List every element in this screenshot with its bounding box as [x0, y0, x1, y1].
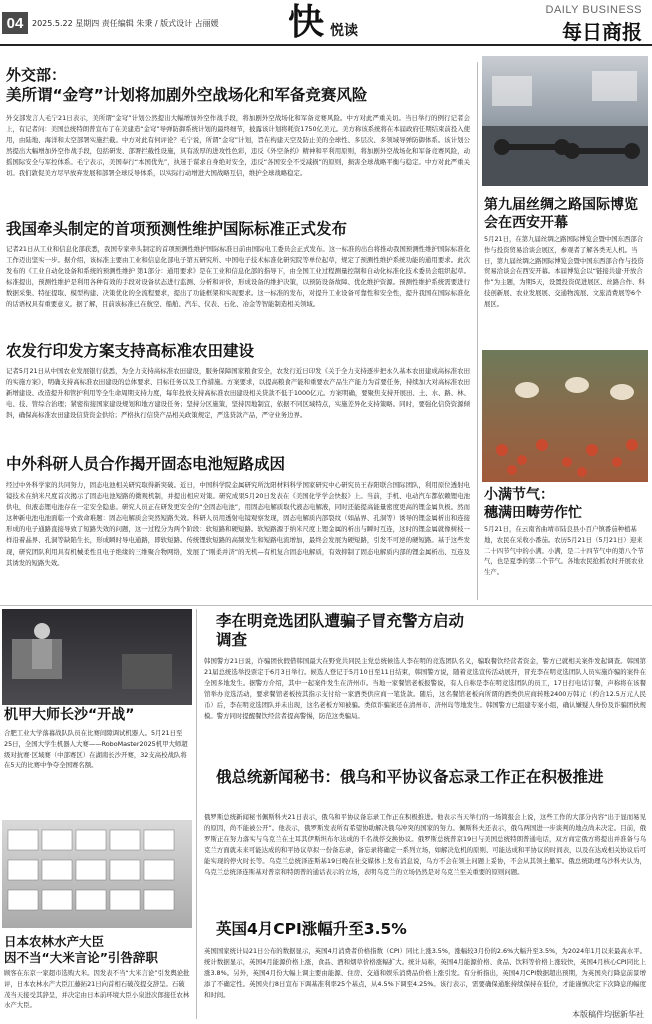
- header-rule: [0, 44, 652, 46]
- side-1-body: 5月21日，在第九届丝绸之路国际博览会暨中国东西部合作与投资贸易洽谈会展区，参观者了解各类无人机。当日，第九届丝绸之路国际博览会暨中国东西部合作与投资贸易洽谈会在西安开幕。本届博览会以“链接共建·开放合作”为主题，为期5天，设置投资促进展区、丝路合作、科技创新展、农业发展展、交通物流展、文旅消费展等6个展区。: [484, 235, 645, 308]
- column-divider: [477, 62, 478, 600]
- article-3-title: 农发行印发方案支持高标准农田建设: [6, 342, 255, 360]
- footer-credit: 本版稿件均据新华社: [572, 1010, 644, 1019]
- supermarket-shelf-illustration: [2, 820, 192, 928]
- article-6-title: 俄总统新闻秘书：俄乌和平协议备忘录工作正在积极推进: [216, 768, 604, 786]
- page-number: 04: [2, 12, 28, 34]
- article-7-title: 英国4月CPI涨幅升至3.5%: [216, 920, 407, 938]
- drone-illustration: [482, 56, 648, 186]
- section-logo-yuedu: 悦读: [330, 23, 358, 39]
- side-3-body: 合肥工业大学落幕战队队员在比赛间隙调试机器人。5月21日至25日，全国大学生机器人大赛——RoboMaster2025机甲大师超级对抗赛·区域赛（中部赛区）在湖南长沙开赛，32支高校战队将在5天的比赛中争夺全国赛名额。: [4, 729, 188, 770]
- article-4-body: 经过中外科学家的共同努力，固态电池相关研究取得新突破。近日，中国科学院金属研究所沈阳材料科学国家研究中心研究员王春阳联合国际团队，利用原位透射电镜技术在纳米尺度首次揭示了固态电池短路的微观机制，并提出相应对策。研究成果5月20日发表在《美国化学学会快报》上。当前，手机、电动汽车都依赖锂电池供电，但液态锂电池存在一定安全隐患。研究人员正在研发更安全的“全固态电池”，用固态电解质取代液态电解液，同时还能提高能量密度更高的锂金属负极。然而这种新电池电池面临一个致命难题：固态电解质会突然短路失效。科研人员用透射电镜观察发现，固态电解质内部裂纹（如晶界、孔洞等）诱导的锂金属析出和连接形成的电子通路直接导致了短路失效的问题，这一过程分为两个阶段：软短路和硬短路。软短路源于纳米尺度上锂金属的析出与瞬时互连，这时的锂金属就像树枝一样沿着晶界、孔洞等缺陷生长，形成瞬时导电通路，即软短路。传统锂软短路的高频发生和短路电流增加，最终会发展为硬短路，引发不可逆的硬短路。基于这些发现，研究团队利用具有机械柔性且电子绝缘的三维聚合物网络，发展了“刚柔并济”的无机—有机复合固态电解质，有效抑制了固态电解质内部的锂金属析出、互连及其诱发的短路失效。: [6, 481, 470, 567]
- section-logo-kuai: 快: [288, 1, 325, 43]
- side-2-body: 5月21日，在云南省曲靖市陆良县小百户镇番茄种植基地，农民在采收小番茄。农历5月21日（5月21日）迎来二十四节气中的小满。小满，是二十四节气中的第八个节气，也是夏季的第二个节气。各地农民抢抓农时开展农业生产。: [484, 525, 644, 577]
- article-4-title: 中外科研人员合作揭开固态电池短路成因: [6, 455, 286, 473]
- photo-rice-supermarket: [2, 820, 192, 928]
- article-2-title: 我国牵头制定的首项预测性维护国际标准正式发布: [6, 220, 348, 238]
- issue-meta: 2025.5.22 星期四 责任编辑 朱秉 / 版式设计 占丽媛: [32, 19, 219, 28]
- side-4-body: 顾客在东京一家超市选购大米。因发表不当“大米言论”引发舆论批评，日本农林水产大臣江藤拓21日向首相石破茂提交辞呈。石破茂当天接受其辞呈，并决定由日本前环境大臣小泉进次郎接任农林水产大臣。: [4, 969, 190, 1010]
- photo-silk-road-expo: [482, 56, 648, 186]
- side-4-title: 日本农林水产大臣 因不当“大米言论”引咎辞职: [4, 934, 158, 966]
- tomato-field-illustration: [482, 350, 648, 482]
- brand-english: DAILY BUSINESS: [545, 4, 642, 16]
- photo-xiaoman-harvest: [482, 350, 648, 482]
- article-1-title: 美所谓“金穹”计划将加剧外空战场化和军备竞赛风险: [6, 86, 368, 104]
- article-3-body: 记者5月21日从中国农业发展银行获悉，为全力支持高标准农田建设，服务保障国家粮食安全，农发行近日印发《关于全力支持逐步把永久基本农田建成高标准农田的实施方案》，明确支持高标准农田建设的总体要求、目标任务以及工作措施。方案要求，以提高粮食产能和重要农产品生产能力为首要任务，持续加大对高标准农田新增建设、改造提升和管护利用等全生命周期支持力度，每年投放支持高标准农田建设相关贷款不低于1000亿元。方案明确，要聚焦支持开展田、土、水、路、林、电、技、管综合治理；紧密衔接国家建设规划和地方建设任务；坚持分区施策，坚持因地制宜，依据不同区域特点，实施差异化支持策略。同时，要强化信贷资源倾斜，确保高标准农田建设信贷资金供给；严格执行信贷产品相关政策规定，严选贷款产品，严守业务边界。: [6, 367, 470, 420]
- side-3-title: 机甲大师长沙“开战”: [4, 707, 135, 723]
- brand-chinese: 每日商报: [562, 20, 642, 44]
- article-1-kicker: 外交部：: [6, 66, 67, 84]
- side-2-title: 小满节气： 穗满田畴劳作忙: [484, 487, 582, 522]
- article-5-title: 李在明竞选团队遭骗子冒充警方启动调查: [216, 612, 465, 650]
- article-5-body: 韩国警方21日说，诈骗团伙假借韩国最大在野党共同民主党总统候选人李在明的竞选团队名义，骗取餐饮经营者资金，警方已就相关案件发起调查。韩国第21届总统选举投票定于6月3日举行。候选人登记于5月10日至11日结束，韩国警方说，随着竞选宣传活动展开，冒充李在明竞选团队人员实施诈骗的案件在全国多地发生。据警方介绍，其中一起案件发生在济州市。当地一家餐馆老板报警说，有人自称是李在明竞选团队的员工，17日打电话订餐，声称将在该餐馆举办竞选活动，要求餐馆老板按其指示支付给一家酒类供应商一笔货款。随后，这名餐馆老板向所谓的酒类供应商转账2400万韩元（约合12.5万元人民币）后，李在明竞选团队并未出现，这名老板方知被骗。类似诈骗案还在清州市、济州岛等地发生。韩国警方已组建专案小组，确认嫌疑人身份及诈骗团伙规模。警方同时提醒餐饮经营者提高警惕，防范这类骗局。: [204, 657, 646, 721]
- robot-arena-illustration: [2, 609, 192, 705]
- side-1-title: 第九届丝绸之路国际博览会在西安开幕: [484, 197, 638, 232]
- article-2-body: 记者21日从工业和信息化部获悉，我国专家牵头制定的首项预测性维护国际标准日前由国际电工委员会正式发布。这一标准的出台将推动我国预测性维护国际标准化工作迈出坚实一步。据介绍，该标准主要由工业和信息化部电子第五研究所、中国电子技术标准化研究院等单位起草，规定了预测性维护系统功能的通用要求。此次发布的《工业自动化设备和系统的预测性维护 第1部分：通用要求》是在工业和信息化部的指导下，由全国工业过程测量控制和自动化标准化技术委员会组织起草。标准提出，预测性维护是利用各种有效的手段对设备状态进行监测、分析和评价，形成设备的维护决策，以预防设备故障、优化维护资源。预测性维护系统需要进行数据采集、特征提取、模型构建、决策优化的全流程要求，提出了功能框架和实现要求。这一标准的发布，对提升工业设备可靠性和安全性，提升我国在国际标准化的话语权具有重要意义。据了解，目前该标准已在航空、船舶、汽车、仪表、石化、冶金等智能制造相关领域。: [6, 245, 470, 309]
- article-6-body: 俄罗斯总统新闻秘书佩斯科夫21日表示，俄乌和平协议备忘录工作正在积极推进。他表示当天举行的一场简报会上说，这些工作的大部分内容“出于显而易见的原因，尚不能被公开”。他表示，俄罗斯发表所有希望协助解决俄乌冲突的国家的努力。佩斯科夫还表示，俄乌两国进一步谈判的地点尚未决定。目前，俄罗斯正在努力落实与乌克兰在土耳其伊斯坦布尔达成的千名战俘交换协议。俄罗斯总统普京19日与美国总统特朗普通电话，双方商定俄方将提出并准备与乌克兰方面就未来可能达成的和平协议草拟一份备忘录，备忘录将确定一系列立场，如解决危机的原则、可能达成和平协议的时间表，以及在达成相关协议后可能实现的停火时长等。乌克兰总统泽连斯基19日晚在社交媒体上发布消息说，乌方不会在领土问题上妥协，不会从其领土撤军。俄总统助理乌沙科夫认为，乌克兰总统泽连斯基对普京和特朗普的通话表示的立场，表明乌克兰的立场仍然是对乌克兰至关重要的原则问题。: [204, 813, 646, 877]
- article-7-body: 英国国家统计局21日公布的数据显示，英国4月消费者价格指数（CPI）同比上涨3.5%，涨幅较3月份的2.6%大幅升至3.5%，为2024年1月以来最高水平。统计数据显示，英国4月能源价格上涨，食品、酒和烟草价格涨幅扩大。统计局称，英国4月能源价格、食品、饮料等价格上涨较快，英国4月核心CPI同比上涨3.8%。另外，英国4月份大幅上调主要由能源、住房、交通和娱乐消费品价格上涨引发。有分析指出，英国4月CPI数据超出预期，为英国央行降息前景增添了不确定性。英国央行8日宣布下调基准利率25个基点，从4.5%下调至4.25%。该行表示，需要确保通胀持续保持在低位，才能谨慎决定下次降息的幅度和时间。: [204, 947, 646, 1000]
- photo-robomaster: [2, 609, 192, 705]
- article-1-body: 外交部发言人毛宁21日表示，美所谓“金穹”计划公然提出大幅增加外空作战手段，将加剧外空战场化和军备竞赛风险。中方对此严重关切。当日举行的例行记者会上，有记者问：美国总统特朗普宣布了在美建造“金穹”导弹防御系统计划的最终细节，披露该计划将耗资1750亿美元。美方称该系统将在本届政府任期结束前投入使用，由陆地、海洋和太空部署实施拦截。中方对此有何评论？毛宁说，所谓“金穹”计划，旨在构建天空及防止美的全球性、多层次、多领域导弹防御体系。该计划公然提出大幅增加外空作战手段，包括研发、部署拦截性设施，具有浓厚的进攻性色彩，违反《外空条约》精神和平利用原则，将加剧外空战场化和军备竞赛风险，动摇国际安全与军控体系。毛宁表示，美国奉行“本国优先”，执迷于谋求自身绝对安全，违反“各国安全不受减损”的原则，损害全球战略平衡与稳定。中方对此严重关切。我们敦促美方尽早放弃发展和部署全球反导体系，以实际行动增进大国战略互信，维护全球战略稳定。: [6, 114, 470, 178]
- section-divider: [0, 605, 652, 606]
- lower-column-divider: [196, 609, 197, 1019]
